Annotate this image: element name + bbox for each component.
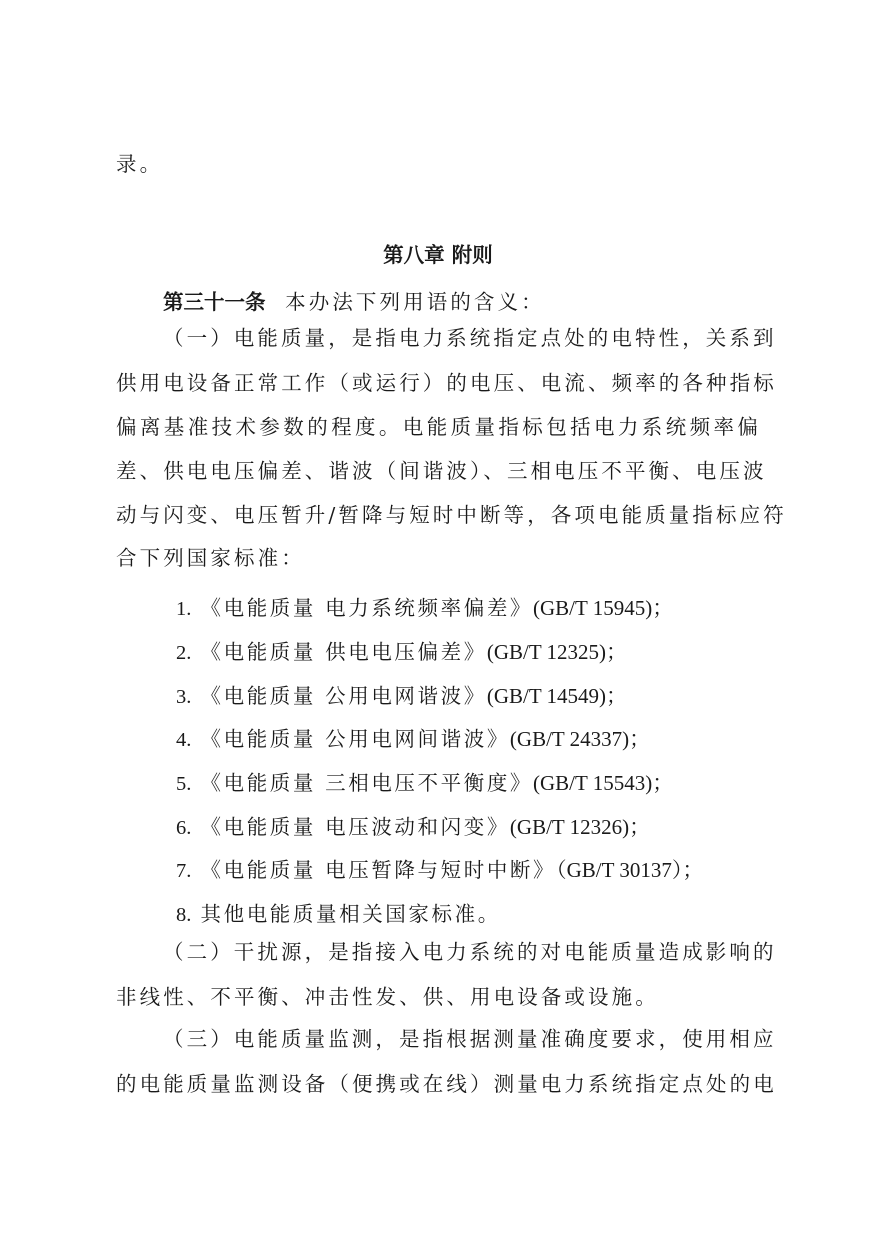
continuation-text: 录。 — [116, 152, 164, 176]
para1-line-6: 合下列国家标准： — [116, 546, 305, 570]
para2-line-1: （二）干扰源，是指接入电力系统的对电能质量造成影响的 — [163, 940, 777, 964]
article-label: 第三十一条 — [163, 290, 266, 314]
para1-line-2: 供用电设备正常工作（或运行）的电压、电流、频率的各种指标 — [116, 371, 777, 395]
article-line — [163, 290, 545, 314]
standard-title: 《电能质量 公用电网间谐波》 — [200, 727, 510, 751]
para1-line-3: 偏离基准技术参数的程度。电能质量指标包括电力系统频率偏 — [116, 415, 761, 439]
standard-code: (GB/T 15543)； — [533, 771, 674, 795]
standard-code: (GB/T 15945)； — [533, 596, 674, 620]
standard-item-5: 5. 《电能质量 三相电压不平衡度》(GB/T 15543)； — [176, 771, 674, 795]
standard-title: 其他电能质量相关国家标准。 — [200, 902, 501, 926]
article-text: 本办法下列用语的含义： — [285, 290, 545, 314]
standard-title: 《电能质量 三相电压不平衡度》 — [200, 771, 534, 795]
standard-title: 《电能质量 公用电网谐波》 — [200, 684, 487, 708]
standard-item-2: 2. 《电能质量 供电电压偏差》(GB/T 12325)； — [176, 640, 628, 664]
standard-code: (GB/T 12325)； — [486, 640, 628, 664]
para3-line-2: 的电能质量监测设备（便携或在线）测量电力系统指定点处的电 — [116, 1072, 777, 1096]
standard-title: 《电能质量 电力系统频率偏差》 — [200, 596, 534, 620]
standard-item-6: 6. 《电能质量 电压波动和闪变》(GB/T 12326)； — [176, 815, 651, 839]
standard-item-1: 1. 《电能质量 电力系统频率偏差》(GB/T 15945)； — [176, 596, 674, 620]
standard-title: 《电能质量 电压波动和闪变》 — [200, 815, 510, 839]
para1-line-5: 动与闪变、电压暂升/暂降与短时中断等，各项电能质量指标应符 — [116, 503, 787, 527]
para1-line-4: 差、供电电压偏差、谐波（间谐波）、三相电压不平衡、电压波 — [116, 459, 767, 483]
para1-line-1: （一）电能质量，是指电力系统指定点处的电特性，关系到 — [163, 326, 777, 350]
standard-code: （GB/T 30137）； — [556, 858, 704, 882]
standard-code: (GB/T 14549)； — [486, 684, 628, 708]
standard-item-7: 7. 《电能质量 电压暂降与短时中断》（GB/T 30137）； — [176, 858, 704, 882]
standard-title: 《电能质量 供电电压偏差》 — [200, 640, 487, 664]
standard-code: (GB/T 12326)； — [509, 815, 651, 839]
standard-code: (GB/T 24337)； — [509, 727, 651, 751]
standard-item-3: 3. 《电能质量 公用电网谐波》(GB/T 14549)； — [176, 684, 628, 708]
standard-item-4: 4. 《电能质量 公用电网间谐波》(GB/T 24337)； — [176, 727, 651, 751]
chapter-heading: 第八章 附则 — [383, 243, 493, 267]
standard-title: 《电能质量 电压暂降与短时中断》 — [200, 858, 557, 882]
standard-item-8: 8. 其他电能质量相关国家标准。 — [176, 902, 501, 926]
para3-line-1: （三）电能质量监测，是指根据测量准确度要求，使用相应 — [163, 1027, 777, 1051]
para2-line-2: 非线性、不平衡、冲击性发、供、用电设备或设施。 — [116, 985, 659, 1009]
